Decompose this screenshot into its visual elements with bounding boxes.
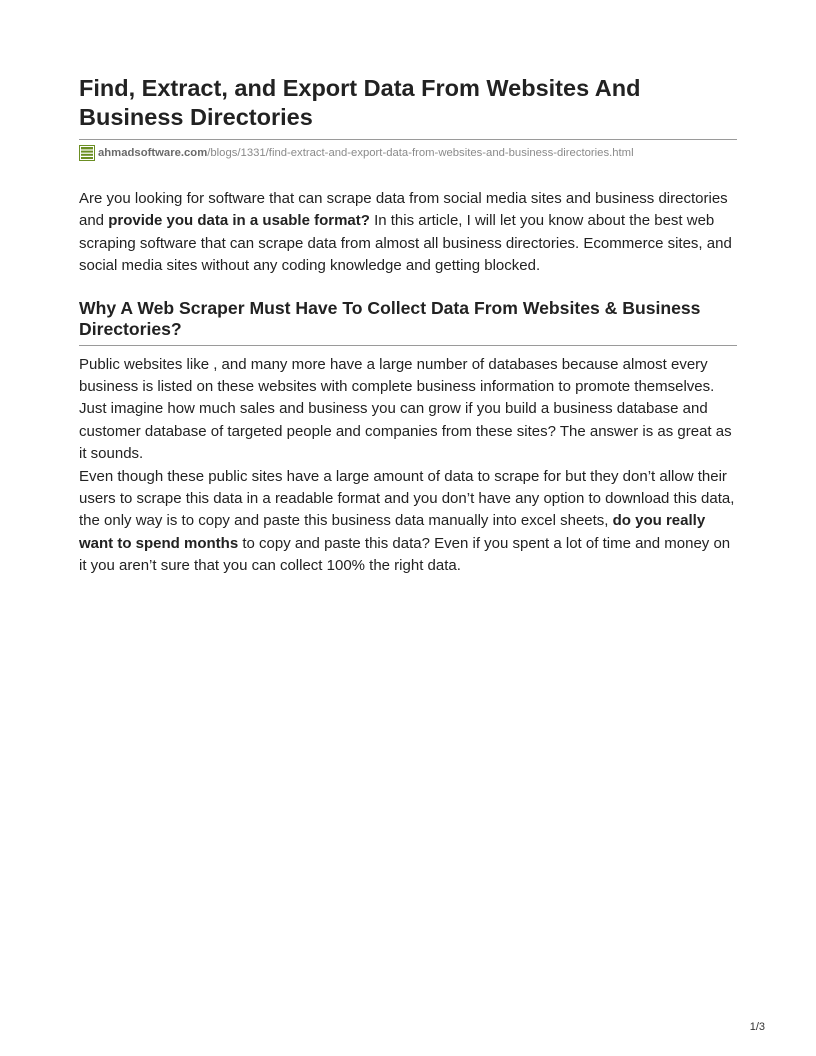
para2-bold-text: do you really want to spend months <box>79 512 706 552</box>
article-title: Find, Extract, and Export Data From Websites And Business Directories <box>79 75 641 130</box>
source-url[interactable] <box>79 145 737 161</box>
source-path[interactable]: /blogs/1331/find-extract-and-export-data-from-websites-and-business-directories.html <box>207 147 634 159</box>
intro-bold-text: provide you data in a usable format? <box>108 212 370 230</box>
article <box>79 74 737 578</box>
page-number: 1/3 <box>749 1021 765 1033</box>
section-divider <box>79 345 737 346</box>
para2-text-1: Even though these public sites have a large amount of data to scrape for but they don’t allow their users to scrape this data in a readable format and you don’t have any option to download this data, the only way is to copy and paste this business data manually into excel sheets, <box>79 467 735 530</box>
section-heading: Why A Web Scraper Must Have To Collect Data From Websites & Business Directories? <box>79 297 701 339</box>
intro-text-2: In this article, I will let you know about the best web scraping software that can scrape data from almost all business directories. Ecommerce sites, and social media sites without any coding knowledge and getting blocked. <box>79 212 732 275</box>
para2-text-2: to copy and paste this data? Even if you spent a lot of time and money on it you aren’t sure that you can collect 100% the right data. <box>79 534 731 575</box>
site-favicon-icon <box>79 145 95 161</box>
intro-text-1: Are you looking for software that can scrape data from social media sites and business directories and <box>79 190 728 230</box>
section-paragraph-2 <box>79 466 737 578</box>
title-divider <box>79 139 737 140</box>
source-domain[interactable]: ahmadsoftware.com <box>98 147 208 159</box>
section-paragraph-1: Public websites like , and many more have a large number of databases because almost every business is listed on these websites with complete business information to promote themselves. Just imagine how much sales and business you can grow if you build a business database and customer database of targeted people and companies from these sites? The answer is as great as it sounds. <box>79 355 732 463</box>
intro-paragraph <box>79 188 737 278</box>
